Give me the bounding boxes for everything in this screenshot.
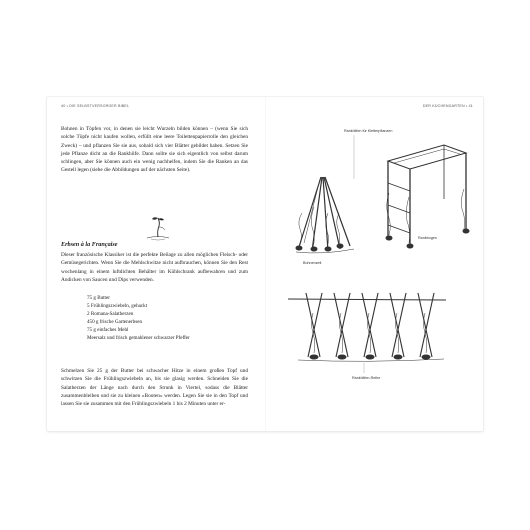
right-running-head: DER KÜCHENGARTEN • 41	[422, 104, 473, 108]
ingredient-list	[87, 294, 190, 343]
ingredient-item: 75 g einfaches Mehl	[87, 327, 129, 334]
intro-paragraph: Bohnen in Töpfen vor, in denen sie leicht Wurzeln bilden können – (wenn Sie sich solche Töpfe nicht kaufen wollen, erfüllt eine leere Toilettenpapierrolle den gleichen Zweck) – und pflanzen Sie sie aus, sobald sich vier Blätter gebildet haben. Setzen Sie jede Pflanze dicht an die Rankhilfe. Dann sollte sie sich eigentlich von selbst darum schlingen, aber Sie können auch ein wenig nachhelfen, indem Sie die Ranken an das Gestell legen (siehe die Abbildungen auf der nächsten Seite).	[61, 126, 248, 174]
ingredient-item: Meersalz und frisch gemahlener schwarzer Pfeffer	[87, 335, 190, 342]
arch-trellis-drawing	[386, 145, 469, 248]
trellis-row-drawing	[288, 293, 446, 361]
illustration-title: Rankhilfen für Kletterpflanzen	[344, 129, 393, 133]
ingredient-item: 5 Frühlingszwiebeln, gehackt	[87, 303, 148, 310]
recipe-title: Erbsen à la Française	[61, 241, 118, 248]
climbing-supports-illustration	[276, 117, 476, 412]
row-label: Rankhilfen-Reihe	[352, 376, 381, 380]
page-gutter	[265, 97, 266, 431]
recipe-intro: Dieser französische Klassiker ist die perfekte Beilage zu allen möglichen Fleisch- oder Gemüsegerichten. Wenn Sie die Mehlschwitze nicht aufbrauchen, können Sie den Rest wochenlang in einem luftdichten Behälter im Kühlschrank aufbewahren und zum Andicken von Saucen und Dips verwenden.	[61, 252, 248, 283]
ingredient-item: 450 g frische Gartenerbsen	[87, 319, 143, 326]
recipe-method: Schmelzen Sie 25 g der Butter bei schwacher Hitze in einem großen Topf und schwitzen Sie die Frühlingszwiebeln an, bis sie glasig werden. Schneiden Sie die Salatherzen der Länge nach durch den Strunk in Viertel, sodass die Blätter zusammenbleiben und sie zu kleinen »Booten« werden. Legen Sie sie in den Topf und lassen Sie sie zusammen mit den Frühlingszwiebeln 1 bis 2 Minuten unter er-	[61, 368, 248, 408]
left-running-head: 40 • DIE SELBSTVERSORGER BIBEL	[61, 104, 130, 108]
arch-label: Rankbogen	[418, 236, 437, 240]
ingredient-item: 75 g Butter	[87, 295, 110, 301]
bean-wigwam-drawing	[296, 177, 354, 253]
seedling-illustration	[143, 215, 173, 243]
wigwam-label: Bohnenzelt	[303, 261, 322, 265]
ingredient-item: 2 Romana-Salatherzen	[87, 311, 134, 318]
book-spread	[47, 97, 483, 431]
